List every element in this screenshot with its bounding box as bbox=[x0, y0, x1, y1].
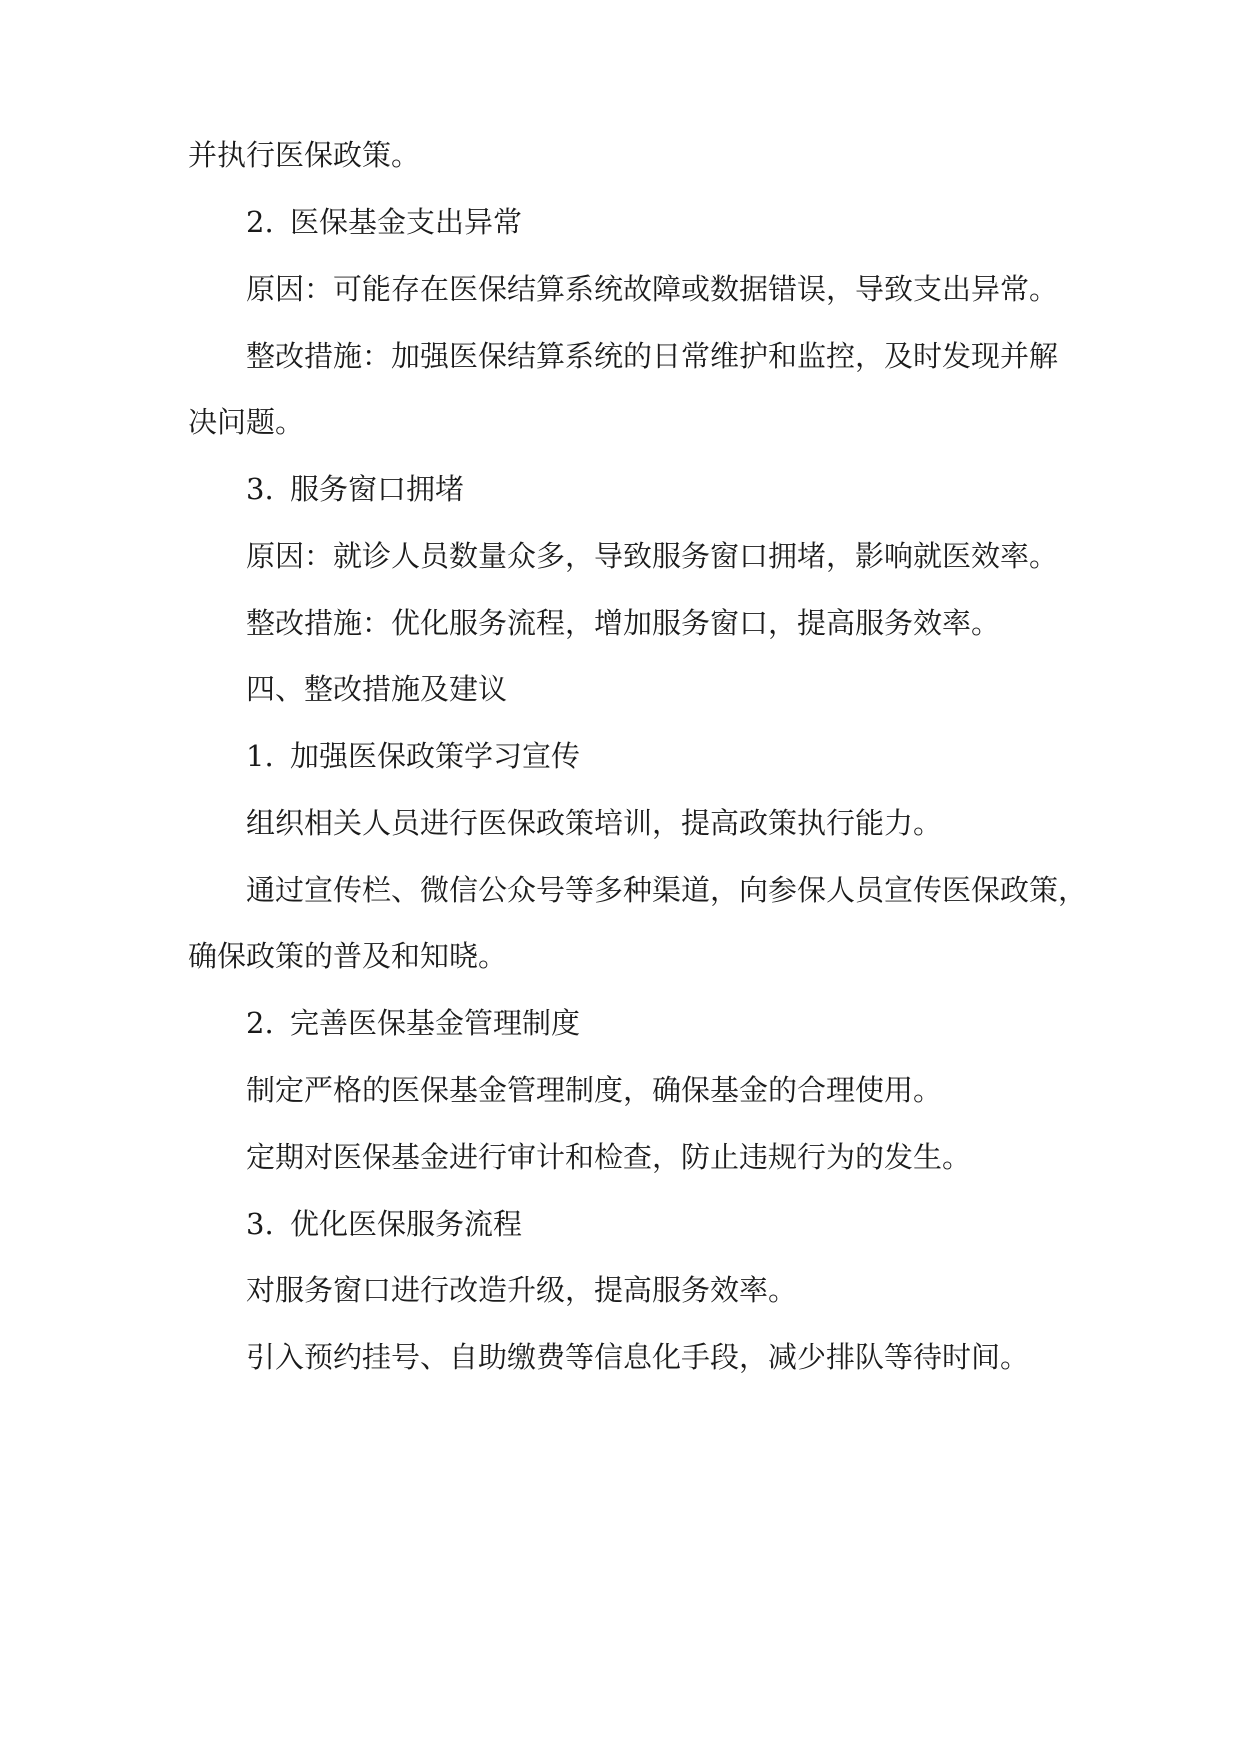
section-title: 四、整改措施及建议 bbox=[246, 672, 508, 706]
paragraph-text: 原因：可能存在医保结算系统故障或数据错误，导致支出异常。 bbox=[246, 272, 1059, 306]
heading-number: 1. bbox=[246, 739, 274, 773]
paragraph-text: 制定严格的医保基金管理制度，确保基金的合理使用。 bbox=[246, 1073, 943, 1107]
paragraph-text: 对服务窗口进行改造升级，提高服务效率。 bbox=[246, 1273, 798, 1307]
section-heading bbox=[246, 1005, 580, 1041]
paragraph-text: 整改措施：优化服务流程，增加服务窗口，提高服务效率。 bbox=[246, 606, 1001, 640]
heading-number: 3. bbox=[246, 472, 274, 506]
section-heading bbox=[246, 738, 580, 774]
paragraph-text: 确保政策的普及和知晓。 bbox=[188, 939, 508, 973]
heading-number: 2. bbox=[246, 1006, 274, 1040]
paragraph-text: 并执行医保政策。 bbox=[188, 138, 421, 172]
paragraph-text: 原因：就诊人员数量众多，导致服务窗口拥堵，影响就医效率。 bbox=[246, 539, 1059, 573]
heading-number: 2. bbox=[246, 205, 274, 239]
paragraph-text: 通过宣传栏、微信公众号等多种渠道，向参保人员宣传医保政策， bbox=[246, 873, 1088, 907]
paragraph-text: 整改措施：加强医保结算系统的日常维护和监控，及时发现并解 bbox=[246, 339, 1059, 373]
heading-text: 服务窗口拥堵 bbox=[290, 472, 465, 506]
heading-text: 完善医保基金管理制度 bbox=[290, 1006, 581, 1040]
heading-text: 加强医保政策学习宣传 bbox=[290, 739, 581, 773]
paragraph-text: 引入预约挂号、自助缴费等信息化手段，减少排队等待时间。 bbox=[246, 1340, 1030, 1374]
heading-text: 医保基金支出异常 bbox=[290, 205, 523, 239]
section-heading bbox=[246, 471, 464, 507]
paragraph-text: 决问题。 bbox=[188, 405, 305, 439]
heading-number: 3. bbox=[246, 1207, 274, 1241]
heading-text: 优化医保服务流程 bbox=[290, 1207, 523, 1241]
paragraph-text: 组织相关人员进行医保政策培训，提高政策执行能力。 bbox=[246, 806, 943, 840]
section-heading bbox=[246, 1206, 522, 1242]
paragraph-text: 定期对医保基金进行审计和检查，防止违规行为的发生。 bbox=[246, 1140, 972, 1174]
section-heading bbox=[246, 204, 522, 240]
